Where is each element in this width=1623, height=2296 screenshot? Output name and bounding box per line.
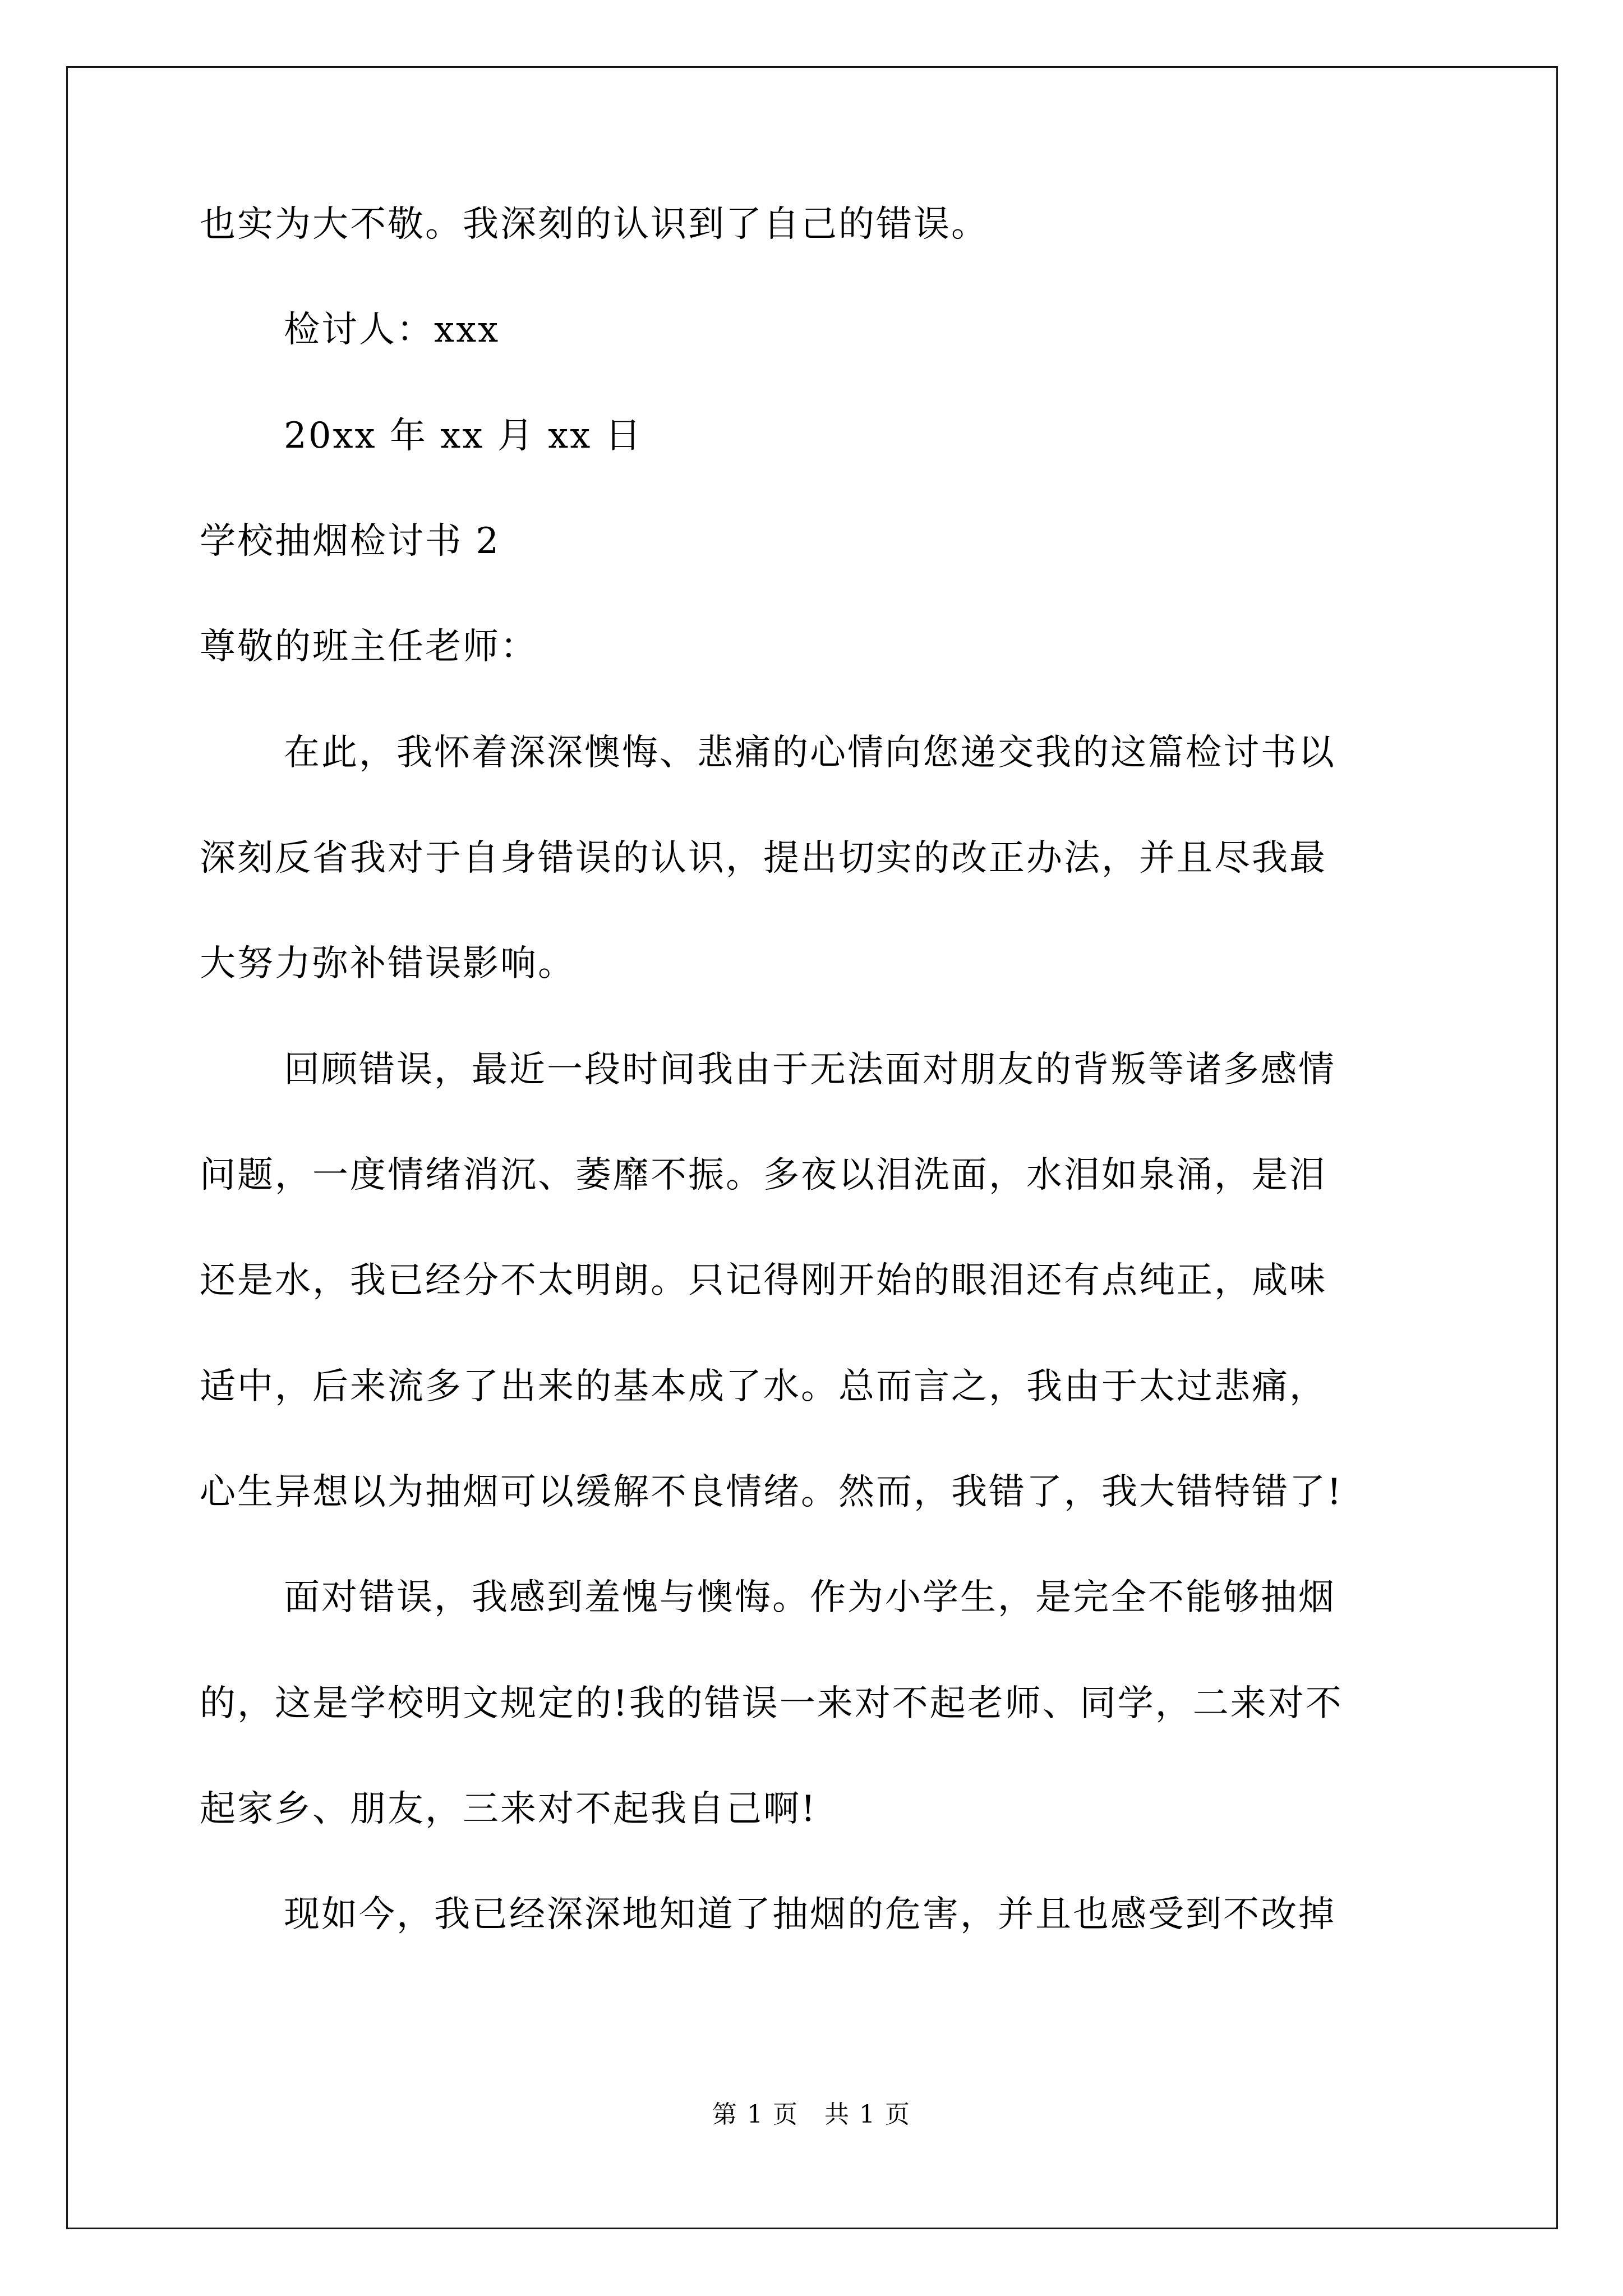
text-line: 适中，后来流多了出来的基本成了水。总而言之，我由于太过悲痛， bbox=[200, 1366, 1327, 1407]
text-line: 在此，我怀着深深懊悔、悲痛的心情向您递交我的这篇检讨书以 bbox=[284, 732, 1336, 774]
text-line: 深刻反省我对于自身错误的认识，提出切实的改正办法，并且尽我最 bbox=[200, 838, 1327, 879]
text-line: 也实为大不敬。我深刻的认识到了自己的错误。 bbox=[200, 204, 989, 245]
text-line: 心生异想以为抽烟可以缓解不良情绪。然而，我错了，我大错特错了! bbox=[200, 1471, 1343, 1513]
text-line: 大努力弥补错误影响。 bbox=[200, 943, 575, 984]
text-line: 起家乡、朋友，三来对不起我自己啊! bbox=[200, 1788, 817, 1830]
text-line: 还是水，我已经分不太明朗。只记得刚开始的眼泪还有点纯正，咸味 bbox=[200, 1260, 1327, 1301]
text-line: 面对错误，我感到羞愧与懊悔。作为小学生，是完全不能够抽烟 bbox=[284, 1577, 1336, 1618]
text-line: 的，这是学校明文规定的!我的错误一来对不起老师、同学，二来对不 bbox=[200, 1683, 1343, 1724]
salutation: 尊敬的班主任老师： bbox=[200, 626, 538, 668]
text-line: 现如今，我已经深深地知道了抽烟的危害，并且也感受到不改掉 bbox=[284, 1894, 1336, 1935]
date-line: 20xx 年 xx 月 xx 日 bbox=[284, 415, 643, 457]
text-line: 回顾错误，最近一段时间我由于无法面对朋友的背叛等诸多感情 bbox=[284, 1049, 1336, 1091]
page-number: 第 1 页 共 1 页 bbox=[712, 2100, 911, 2129]
text-line: 问题，一度情绪消沉、萎靡不振。多夜以泪洗面，水泪如泉涌，是泪 bbox=[200, 1154, 1327, 1196]
signature-line: 检讨人：xxx bbox=[284, 309, 500, 351]
section-title: 学校抽烟检讨书 2 bbox=[200, 521, 501, 562]
